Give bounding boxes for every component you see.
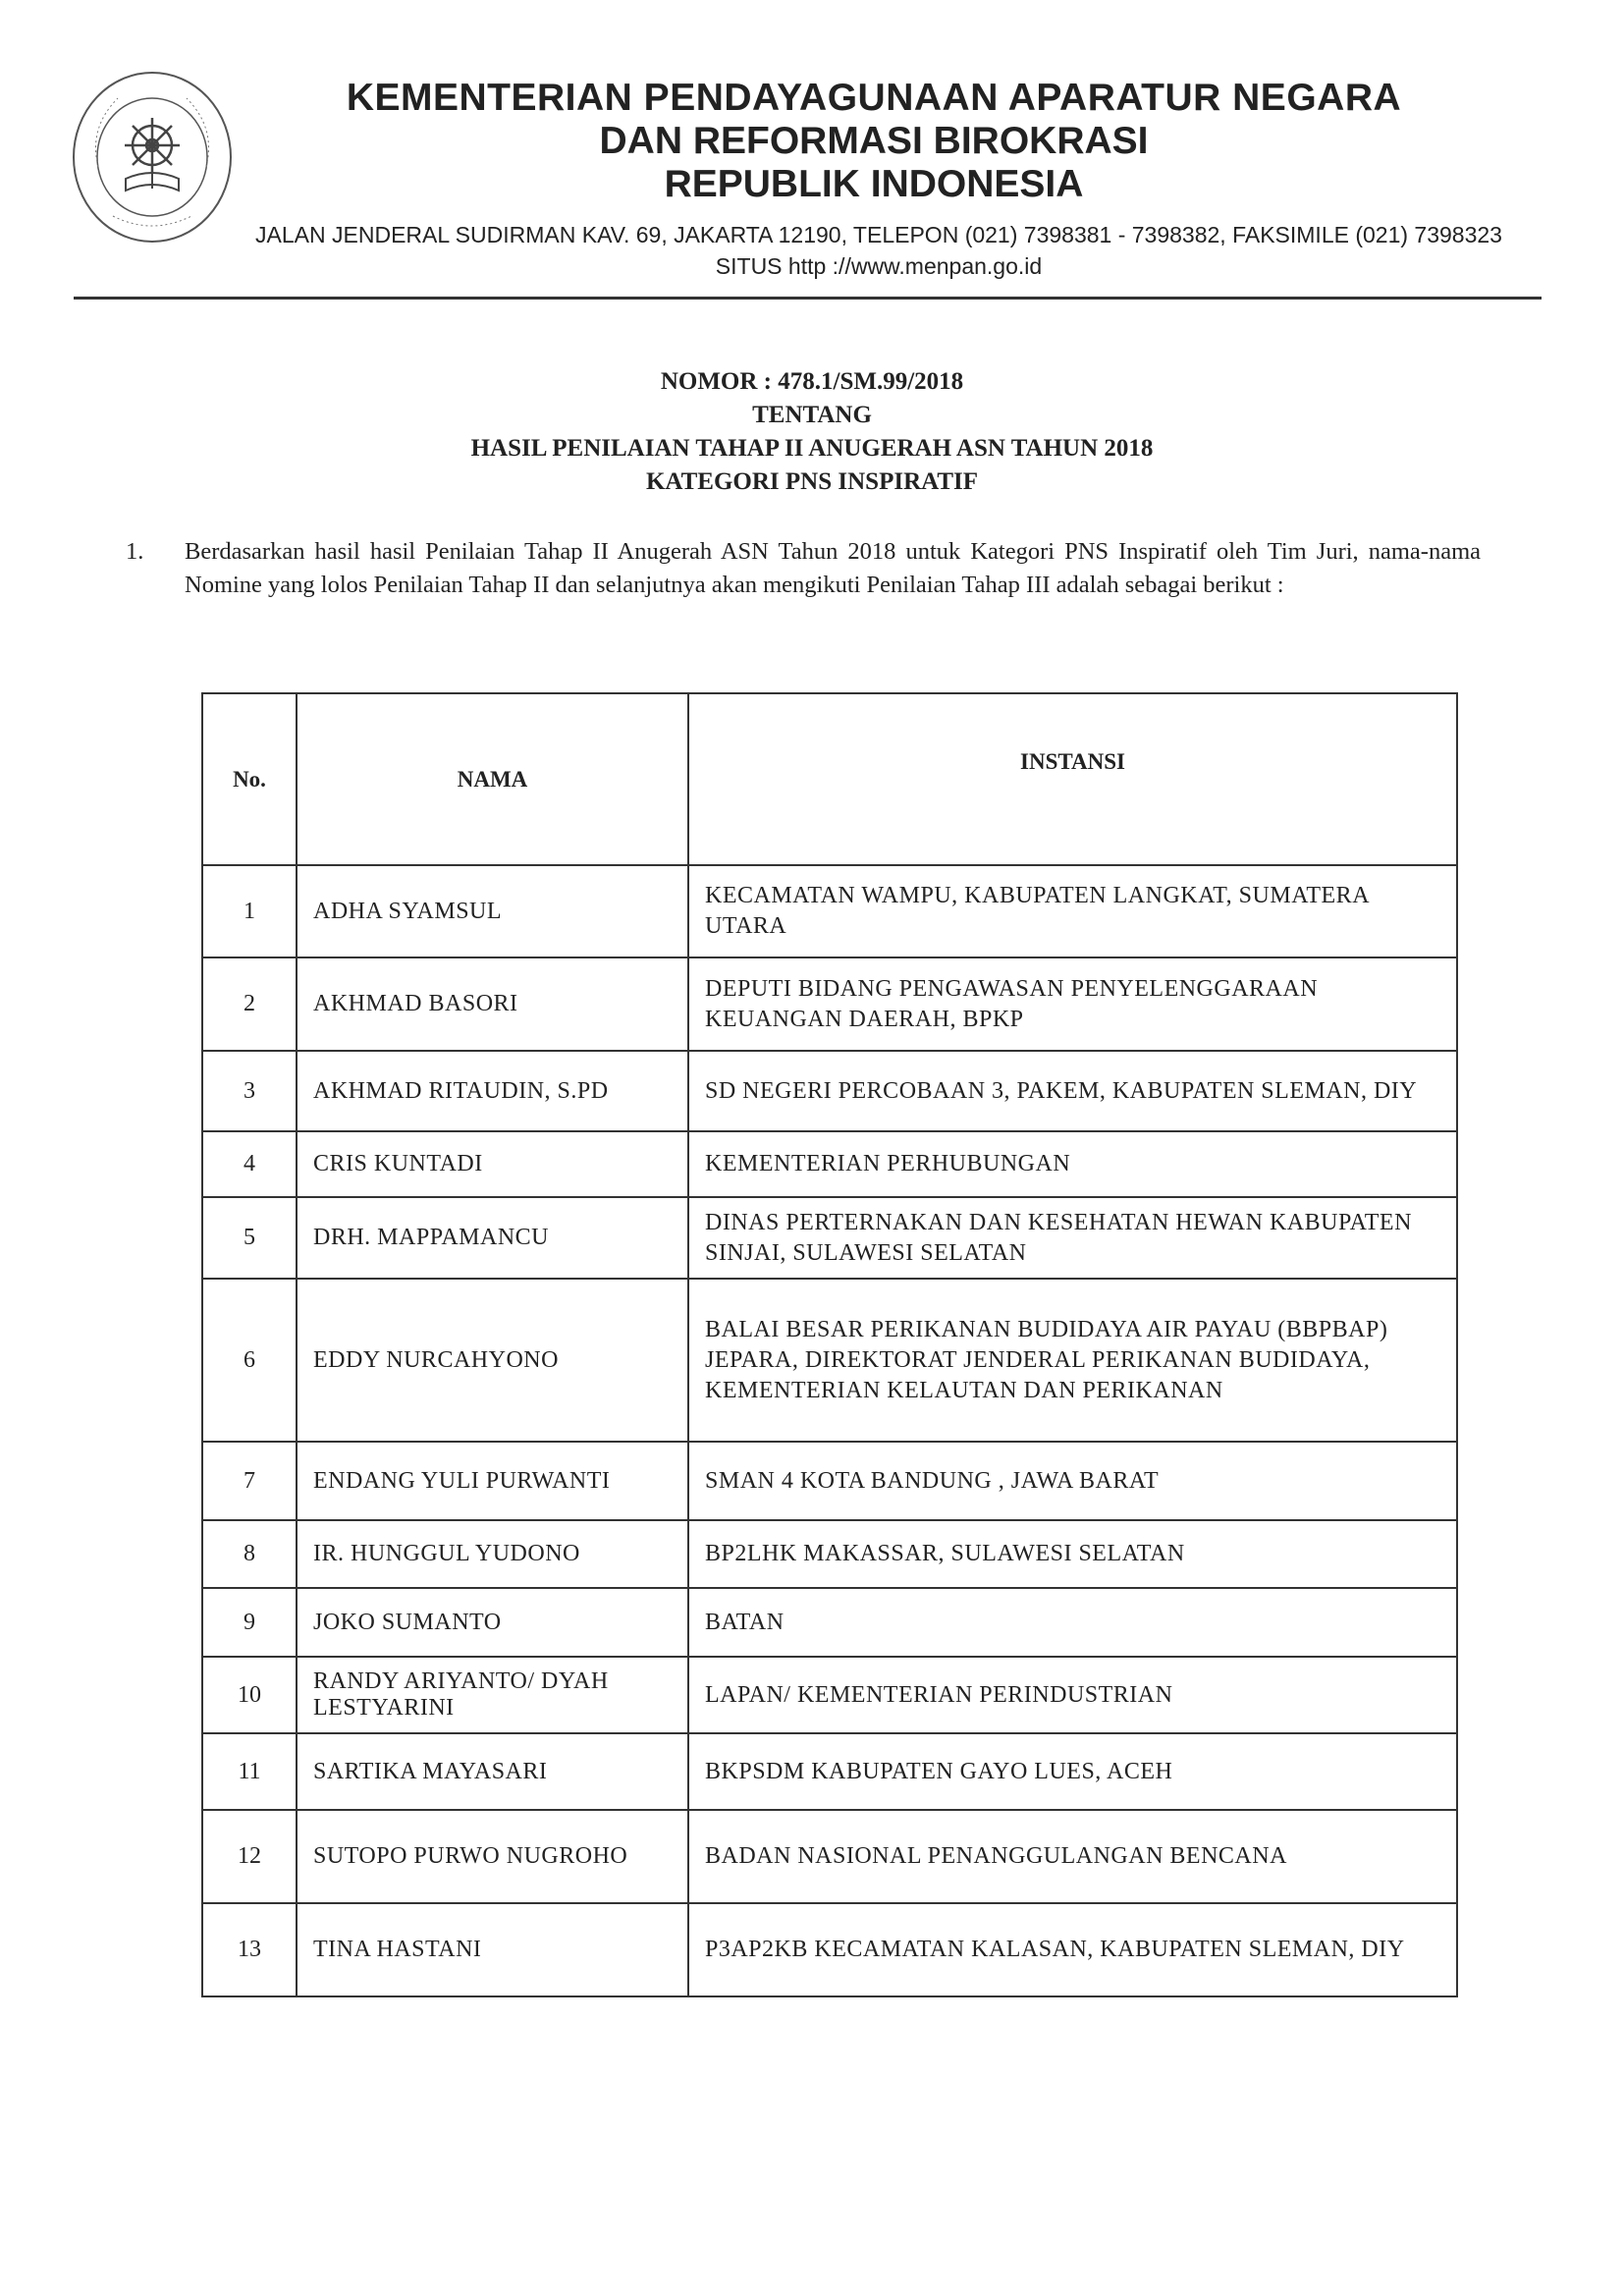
website-line: SITUS http ://www.menpan.go.id: [715, 253, 1043, 279]
cell-no: 1: [202, 865, 297, 957]
ministry-logo: [69, 69, 236, 246]
cell-no: 13: [202, 1903, 297, 1996]
cell-instansi: LAPAN/ KEMENTERIAN PERINDUSTRIAN: [688, 1657, 1457, 1733]
header-nama: NAMA: [297, 693, 688, 865]
cell-nama: CRIS KUNTADI: [297, 1131, 688, 1197]
nominee-table: [201, 692, 1458, 1997]
cell-nama: SUTOPO PURWO NUGROHO: [297, 1810, 688, 1903]
paragraph-number: 1.: [126, 538, 144, 565]
cell-nama: JOKO SUMANTO: [297, 1588, 688, 1657]
cell-instansi: DINAS PERTERNAKAN DAN KESEHATAN HEWAN KABUPATEN SINJAI, SULAWESI SELATAN: [688, 1197, 1457, 1279]
cell-no: 6: [202, 1279, 297, 1442]
header-no: No.: [202, 693, 297, 865]
table-header-row: [202, 693, 1457, 865]
cell-nama: DRH. MAPPAMANCU: [297, 1197, 688, 1279]
letterhead: [0, 0, 1624, 314]
cell-instansi: BADAN NASIONAL PENANGGULANGAN BENCANA: [688, 1810, 1457, 1903]
cell-nama: AKHMAD BASORI: [297, 957, 688, 1051]
org-name-line2: DAN REFORMASI BIROKRASI: [599, 120, 1149, 162]
cell-no: 9: [202, 1588, 297, 1657]
header-instansi: INSTANSI: [688, 693, 1457, 865]
org-name-line3: REPUBLIK INDONESIA: [664, 163, 1084, 205]
table-row: [202, 1588, 1457, 1657]
cell-nama: ENDANG YULI PURWANTI: [297, 1442, 688, 1520]
document-title-block: [0, 365, 1624, 499]
table-row: [202, 1810, 1457, 1903]
cell-instansi: BATAN: [688, 1588, 1457, 1657]
cell-no: 3: [202, 1051, 297, 1131]
cell-nama: ADHA SYAMSUL: [297, 865, 688, 957]
cell-no: 5: [202, 1197, 297, 1279]
cell-nama: AKHMAD RITAUDIN, S.PD: [297, 1051, 688, 1131]
address-line: JALAN JENDERAL SUDIRMAN KAV. 69, JAKARTA 12190, TELEPON (021) 7398381 - 7398382, FAKSIMILE (021) 7398323: [255, 222, 1502, 247]
cell-nama: SARTIKA MAYASARI: [297, 1733, 688, 1810]
cell-no: 7: [202, 1442, 297, 1520]
paragraph-text: Berdasarkan hasil hasil Penilaian Tahap II Anugerah ASN Tahun 2018 untuk Kategori PNS Inspiratif oleh Tim Juri, nama-nama Nomine yang lolos Penilaian Tahap II dan selanjutnya akan mengikuti Penilaian Tahap III adalah sebagai berikut :: [185, 538, 1481, 598]
cell-no: 4: [202, 1131, 297, 1197]
org-name-line1: KEMENTERIAN PENDAYAGUNAAN APARATUR NEGARA: [346, 77, 1402, 119]
table-row: [202, 1131, 1457, 1197]
cell-nama: TINA HASTANI: [297, 1903, 688, 1996]
table-row: [202, 1520, 1457, 1588]
document-number: NOMOR : 478.1/SM.99/2018: [660, 368, 964, 395]
cell-no: 8: [202, 1520, 297, 1588]
table-row: [202, 1657, 1457, 1733]
table-row: [202, 1733, 1457, 1810]
cell-instansi: P3AP2KB KECAMATAN KALASAN, KABUPATEN SLEMAN, DIY: [688, 1903, 1457, 1996]
cell-instansi: BKPSDM KABUPATEN GAYO LUES, ACEH: [688, 1733, 1457, 1810]
table-row: [202, 865, 1457, 957]
table-row: [202, 1197, 1457, 1279]
cell-nama: RANDY ARIYANTO/ DYAH LESTYARINI: [297, 1657, 688, 1733]
table-row: [202, 1903, 1457, 1996]
cell-no: 2: [202, 957, 297, 1051]
table-row: [202, 1051, 1457, 1131]
document-subject-line1: HASIL PENILAIAN TAHAP II ANUGERAH ASN TAHUN 2018: [470, 435, 1154, 462]
cell-no: 11: [202, 1733, 297, 1810]
cell-instansi: KECAMATAN WAMPU, KABUPATEN LANGKAT, SUMATERA UTARA: [688, 865, 1457, 957]
document-subject-line2: KATEGORI PNS INSPIRATIF: [645, 468, 978, 495]
cell-no: 12: [202, 1810, 297, 1903]
cell-instansi: SMAN 4 KOTA BANDUNG , JAWA BARAT: [688, 1442, 1457, 1520]
cell-no: 10: [202, 1657, 297, 1733]
table-row: [202, 1279, 1457, 1442]
cell-instansi: BP2LHK MAKASSAR, SULAWESI SELATAN: [688, 1520, 1457, 1588]
cell-instansi: BALAI BESAR PERIKANAN BUDIDAYA AIR PAYAU (BBPBAP) JEPARA, DIREKTORAT JENDERAL PERIKANAN BUDIDAYA, KEMENTERIAN KELAUTAN DAN PERIKANAN: [688, 1279, 1457, 1442]
table-row: [202, 957, 1457, 1051]
cell-instansi: DEPUTI BIDANG PENGAWASAN PENYELENGGARAAN KEUANGAN DAERAH, BPKP: [688, 957, 1457, 1051]
cell-nama: IR. HUNGGUL YUDONO: [297, 1520, 688, 1588]
document-tentang: TENTANG: [752, 402, 872, 428]
table-row: [202, 1442, 1457, 1520]
cell-nama: EDDY NURCAHYONO: [297, 1279, 688, 1442]
cell-instansi: KEMENTERIAN PERHUBUNGAN: [688, 1131, 1457, 1197]
cell-instansi: SD NEGERI PERCOBAAN 3, PAKEM, KABUPATEN SLEMAN, DIY: [688, 1051, 1457, 1131]
letterhead-divider: [74, 297, 1542, 300]
